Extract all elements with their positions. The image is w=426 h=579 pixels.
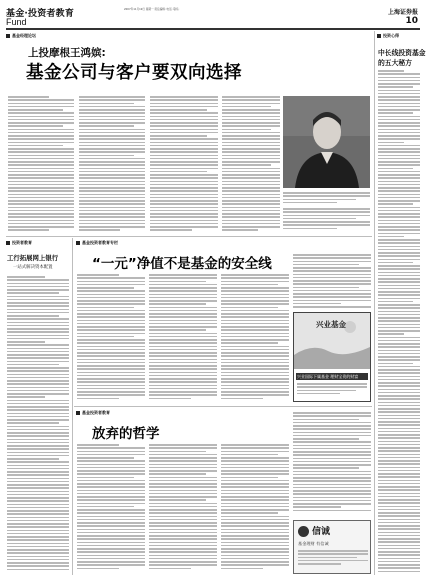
section-marker-icon	[76, 241, 80, 245]
section-marker-icon	[377, 34, 381, 38]
top-kicker: 上投摩根王鸿嫔:	[28, 47, 106, 59]
mid-body-col-4	[293, 254, 371, 310]
bottom-body-col-1	[77, 444, 145, 574]
top-body-col-1	[8, 96, 74, 233]
top-body-col-2	[79, 96, 145, 233]
xingye-fund-ad[interactable]	[293, 312, 371, 402]
top-story-divider	[6, 236, 372, 237]
left-column-divider	[72, 238, 73, 575]
xincheng-ad-body	[298, 550, 368, 572]
photo-caption	[283, 192, 370, 206]
left-section-tag: 投资者教育	[6, 240, 32, 245]
header-rule	[6, 28, 420, 30]
mid-body-col-2	[149, 274, 217, 402]
right-body	[378, 70, 420, 573]
section-marker-icon	[6, 241, 10, 245]
section-marker-icon	[76, 411, 80, 415]
top-body-col-4	[222, 96, 280, 233]
right-headline-1: 中长线投资基金	[378, 49, 426, 57]
section-brand: 基金·投资者教育	[6, 9, 75, 19]
right-headline-2: 的五大秘方	[378, 59, 412, 67]
left-headline-1: 工行拓展网上银行	[7, 254, 59, 262]
right-column-divider	[374, 31, 375, 575]
bottom-body-col-3	[221, 444, 289, 574]
top-body-col-3	[150, 96, 218, 233]
left-headline-2: 一站式解决资本配置	[13, 265, 53, 270]
section-marker-icon	[6, 34, 10, 38]
mid-section-tag: 基金投资者教育专栏	[76, 240, 118, 245]
xincheng-tagline: 基金理财 有信诚	[298, 541, 329, 546]
page-header	[6, 5, 420, 27]
bottom-section-tag: 基金投资者教育	[76, 410, 110, 415]
right-section-tag: 投资心得	[377, 33, 399, 38]
top-body-col-5	[283, 208, 370, 233]
bottom-headline: 放弃的哲学	[92, 426, 160, 442]
mid-story-divider	[74, 406, 372, 407]
mid-headline: “一元”净值不是基金的安全线	[92, 256, 272, 272]
page-number: 10	[405, 16, 418, 26]
mid-body-col-1	[77, 274, 145, 402]
issue-meta: 2007年11月19日 星期一 责任编辑: 电话: 联系:	[124, 8, 180, 11]
xingye-tagline: 兴业国际下属基金 理财宝贵的财富	[296, 373, 368, 380]
top-headline: 基金公司与客户要双向选择	[26, 63, 242, 83]
bottom-body-col-4	[293, 412, 371, 516]
masthead: 上海证券报	[387, 9, 418, 16]
xingye-ad-body	[297, 383, 367, 401]
portrait-figure-icon	[283, 96, 370, 188]
xincheng-logo-icon	[298, 526, 309, 537]
top-section-tag: 基金经理论坛	[6, 33, 36, 38]
bottom-body-col-2	[149, 444, 217, 574]
xingye-brand-text: 兴业基金	[316, 320, 346, 329]
xincheng-fund-ad[interactable]	[293, 520, 371, 574]
left-body	[7, 276, 69, 572]
section-fund-label: Fund	[6, 17, 27, 27]
mid-body-col-3	[221, 274, 289, 402]
xincheng-brand-text: 信诚	[312, 527, 331, 537]
portrait-photo	[283, 96, 370, 188]
xingye-logo-band	[294, 313, 370, 369]
